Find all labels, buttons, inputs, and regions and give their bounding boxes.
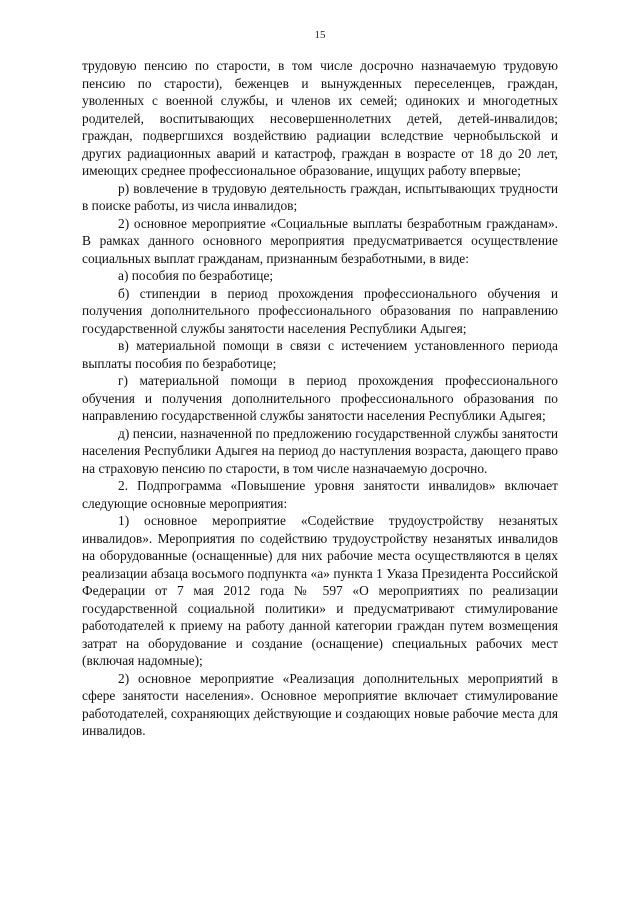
paragraph-item-b: б) стипендии в период прохождения профессионального обучения и получения дополнительного профессионального образования по направлению государственной службы занятости населения Республики Адыгея; (82, 285, 558, 336)
paragraph-item-g: г) материальной помощи в период прохождения профессионального обучения и получения дополнительного профессионального образования по направлению государственной службы занятости населения Республики Адыгея; (82, 373, 558, 423)
paragraph-item-r: р) вовлечение в трудовую деятельность граждан, испытывающих трудности в поиске работы, из числа инвалидов; (82, 180, 558, 213)
paragraph-item-a: а) пособия по безработице; (118, 268, 274, 283)
paragraph-item-v: в) материальной помощи в связи с истечением установленного периода выплаты пособия по безработице; (82, 338, 558, 371)
paragraph-main-activity-additional-measures: 2) основное мероприятие «Реализация дополнительных мероприятий в сфере занятости населения». Основное мероприятие включает стимулирование работодателей, сохраняющих действующие и создающих новые рабочие места для инвалидов. (82, 670, 558, 738)
paragraph-main-activity-social-payments: 2) основное мероприятие «Социальные выплаты безработным гражданам». В рамках данного основного мероприятия предусматривается осуществление социальных выплат гражданам, признанным безработными, в виде: (82, 215, 558, 266)
document-body (82, 57, 558, 740)
paragraph-item-d: д) пенсии, назначенной по предложению государственной службы занятости населения Республики Адыгея на период до наступления возраста, дающего право на страховую пенсию по старости, в том числе назначаемую досрочно. (82, 425, 558, 476)
paragraph-main-activity-employment-assistance: 1) основное мероприятие «Содействие трудоустройству незанятых инвалидов». Мероприятия по содействию трудоустройству незанятых инвалидов на оборудованные (оснащенные) для них рабочие места осуществляются в целях реализации абзаца восьмого подпункта «а» пункта 1 Указа Президента Российской Федерации от 7 мая 2012 года № 597 «О мероприятиях по реализации государственной социальной политики» и предусматривают стимулирование работодателей к приему на работу данной категории граждан путем возмещения затрат на оборудование и создание (оснащение) специальных рабочих мест (включая надомные); (82, 513, 558, 668)
page-number: 15 (314, 29, 326, 41)
paragraph-continuation: трудовую пенсию по старости, в том числе досрочно назначаемую трудовую пенсию по старости), беженцев и вынужденных переселенцев, граждан, уволенных с военной службы, и членов их семей; одиноких и многодетных родителей, воспитывающих несовершеннолетних детей, детей-инвалидов; граждан, подвергшихся воздействию радиации вследствие чернобыльской и других радиационных аварий и катастроф, граждан в возрасте от 18 до 20 лет, имеющих среднее профессиональное образование, ищущих работу впервые; (82, 58, 558, 178)
paragraph-subprogram-2: 2. Подпрограмма «Повышение уровня занятости инвалидов» включает следующие основные мероприятия: (82, 478, 558, 511)
